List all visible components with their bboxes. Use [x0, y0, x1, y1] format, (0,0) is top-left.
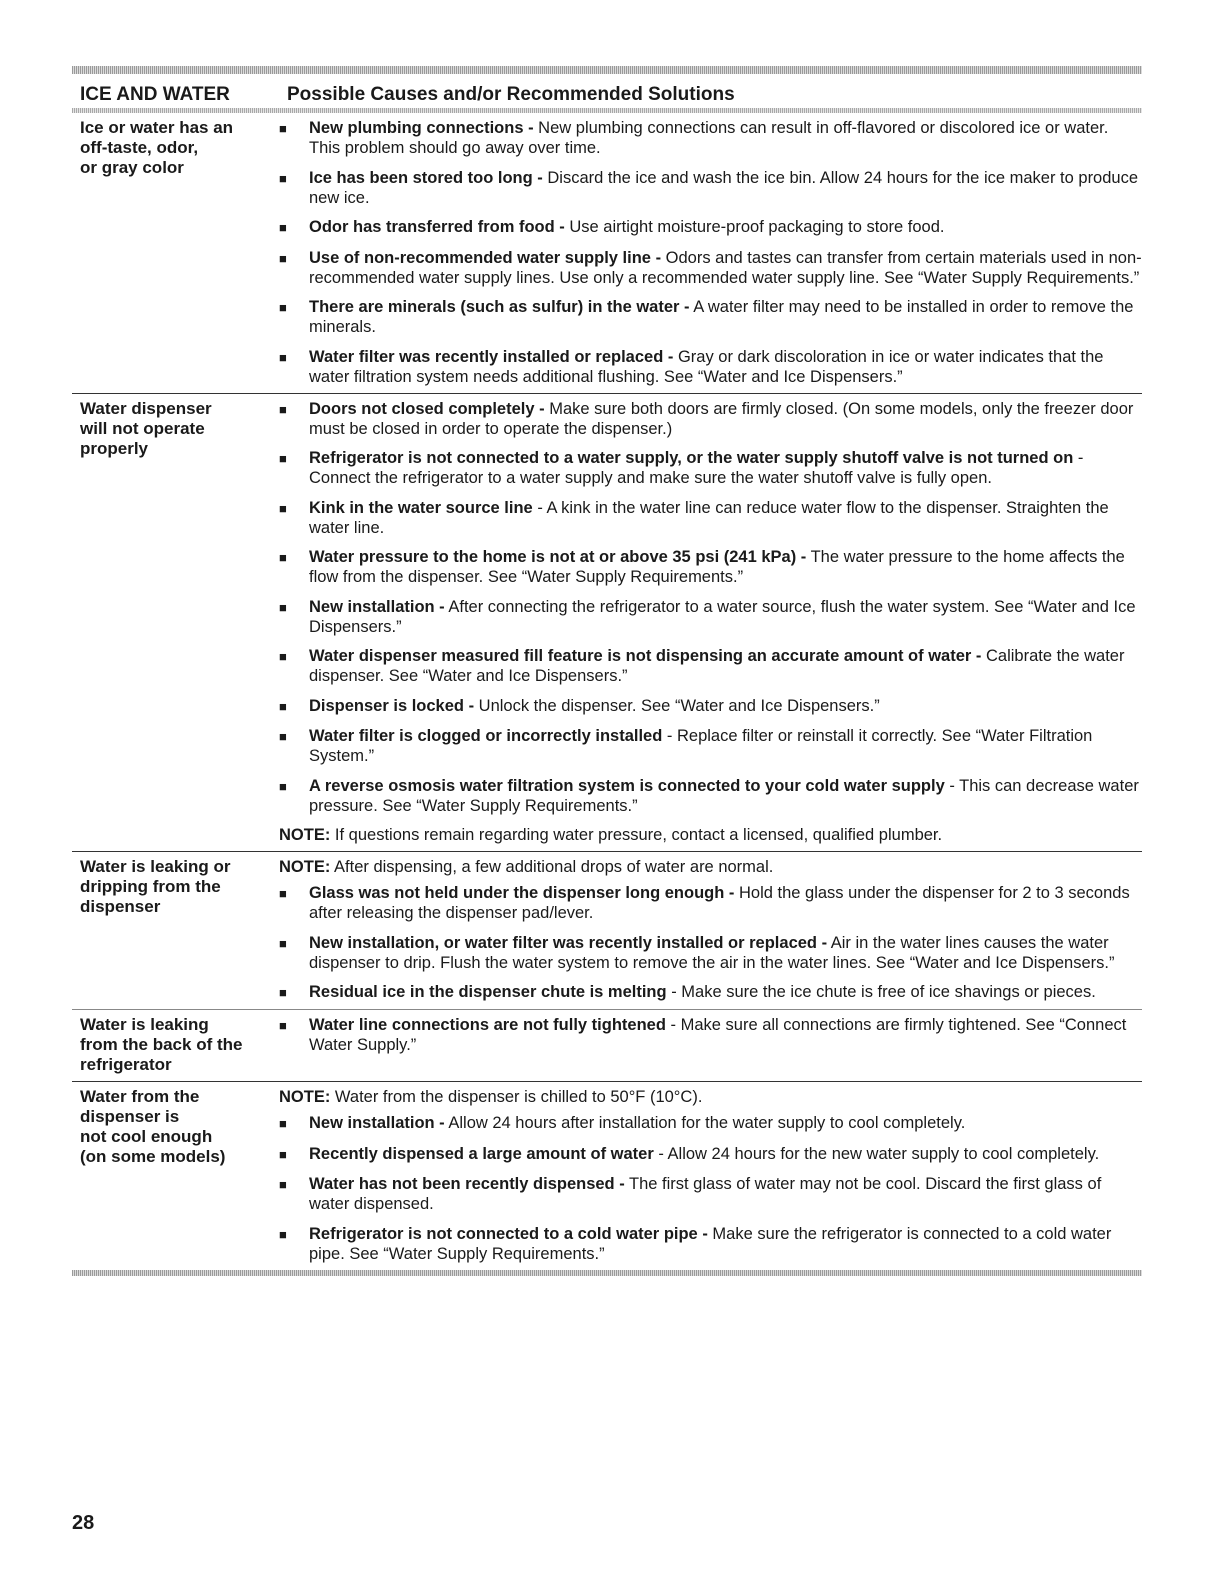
item-text	[309, 726, 1142, 766]
item-text	[309, 168, 1142, 208]
table-body	[72, 113, 1142, 1270]
item-solution: - Allow 24 hours for the new water supply to cool completely.	[653, 1144, 1100, 1163]
item-solution: Discard the ice and wash the ice bin. Allow 24 hours for the ice maker to produce new ice.	[309, 168, 1139, 207]
item-solution: Allow 24 hours after installation for the water supply to cool completely.	[444, 1114, 966, 1132]
item-text	[309, 933, 1142, 973]
list-item	[279, 347, 1142, 387]
item-cause: Water filter was recently installed or replaced -	[309, 347, 674, 366]
item-solution: - Make sure all connections are firmly tightened. See “Connect Water Supply.”	[309, 1016, 1127, 1054]
item-text	[309, 399, 1142, 439]
problem-cell: Water is leaking or dripping from the dispenser	[80, 857, 231, 916]
bullet-icon: ■	[279, 121, 287, 136]
item-cause: There are minerals (such as sulfur) in the water -	[309, 298, 690, 316]
item-solution: The first glass of water may not be cool. Discard the first glass of water dispensed.	[309, 1175, 1102, 1213]
list-item	[279, 696, 1142, 717]
item-cause: Water pressure to the home is not at or above 35 psi (241 kPa) -	[309, 548, 807, 566]
item-cause: Recently dispensed a large amount of water	[309, 1144, 654, 1163]
item-solution: Hold the glass under the dispenser for 2 to 3 seconds after releasing the dispenser pad/lever.	[309, 884, 1130, 922]
list-item	[279, 248, 1142, 288]
item-text	[309, 347, 1142, 387]
item-text	[309, 1144, 1142, 1165]
item-cause: Refrigerator is not connected to a cold water pipe -	[309, 1224, 708, 1243]
item-solution: - Connect the refrigerator to a water supply and make sure the water shutoff valve is fully open.	[309, 449, 1084, 487]
bullet-icon: ■	[279, 985, 287, 1000]
item-solution: After connecting the refrigerator to a water source, flush the water system. See “Water and Ice Dispensers.”	[309, 597, 1136, 636]
item-text	[309, 1224, 1142, 1264]
solutions-cell	[279, 1087, 1142, 1264]
item-text	[309, 597, 1142, 637]
item-cause: New plumbing connections -	[309, 119, 534, 137]
list-item	[279, 646, 1142, 686]
item-cause: Residual ice in the dispenser chute is melting	[309, 983, 667, 1001]
bullet-icon: ■	[279, 170, 287, 186]
item-solution: New plumbing connections can result in off-flavored or discolored ice or water. This problem should go away over time.	[309, 119, 1109, 157]
note	[279, 825, 1142, 845]
bullet-icon: ■	[279, 1146, 287, 1162]
item-text	[309, 776, 1142, 816]
item-cause: Kink in the water source line	[309, 498, 533, 517]
bullet-icon: ■	[279, 349, 287, 365]
item-solution: - Make sure the ice chute is free of ice shavings or pieces.	[666, 983, 1096, 1001]
item-text	[309, 883, 1142, 923]
item-solution: Make sure the refrigerator is connected to a cold water pipe. See “Water Supply Requirements.”	[309, 1224, 1112, 1263]
bullet-icon: ■	[279, 1018, 287, 1033]
list-item	[279, 883, 1142, 923]
top-rule	[72, 66, 1142, 74]
item-solution: - A kink in the water line can reduce water flow to the dispenser. Straighten the water line.	[309, 498, 1109, 537]
problem-cell: Water is leaking from the back of the refrigerator	[80, 1015, 243, 1074]
item-cause: New installation -	[309, 597, 445, 616]
item-solution: Unlock the dispenser. See “Water and Ice Dispensers.”	[474, 696, 880, 715]
item-solution: - Replace filter or reinstall it correctly. See “Water Filtration System.”	[309, 727, 1093, 765]
problem-cell: Ice or water has an off-taste, odor, or gray color	[80, 118, 234, 177]
item-text	[309, 1113, 1142, 1134]
table-row	[72, 1010, 1142, 1082]
page-number: 28	[72, 1512, 95, 1534]
list-item	[279, 726, 1142, 766]
bullet-icon: ■	[279, 220, 287, 235]
bullet-icon: ■	[279, 1177, 287, 1192]
list-item	[279, 982, 1142, 1003]
list-item	[279, 448, 1142, 488]
problem-cell: Water dispenser will not operate properly	[80, 398, 212, 458]
note-text: After dispensing, a few additional drops of water are normal.	[330, 858, 774, 876]
bullet-icon: ■	[279, 599, 287, 615]
bullet-icon: ■	[279, 886, 287, 901]
bullet-icon: ■	[279, 401, 287, 417]
item-text	[309, 1015, 1142, 1055]
bullet-icon: ■	[279, 500, 287, 516]
bullet-icon: ■	[279, 729, 287, 744]
item-cause: Water dispenser measured fill feature is not dispensing an accurate amount of water -	[309, 647, 982, 665]
item-solution: Use airtight moisture-proof packaging to store food.	[564, 218, 945, 236]
item-solution: Gray or dark discoloration in ice or water indicates that the water filtration system needs additional flushing. See “Water and Ice Dispensers.”	[309, 347, 1104, 386]
list-item	[279, 1174, 1142, 1214]
table-row	[72, 852, 1142, 1010]
table-row	[72, 113, 1142, 394]
list-item	[279, 498, 1142, 538]
table-row	[72, 394, 1142, 853]
list-item	[279, 1015, 1142, 1055]
problem-cell: Water from the dispenser is not cool enough (on some models)	[80, 1087, 226, 1166]
note-text: Water from the dispenser is chilled to 50°F (10°C).	[330, 1088, 703, 1106]
list-item	[279, 399, 1142, 439]
item-cause: Water filter is clogged or incorrectly installed	[309, 727, 663, 745]
solutions-cell	[279, 857, 1142, 1003]
troubleshooting-table	[72, 66, 1142, 1276]
bullet-icon: ■	[279, 250, 287, 266]
list-item	[279, 1113, 1142, 1134]
bullet-icon: ■	[279, 451, 287, 466]
item-cause: Water has not been recently dispensed -	[309, 1175, 625, 1193]
item-text	[309, 696, 1142, 717]
bullet-icon: ■	[279, 935, 287, 951]
item-text	[309, 498, 1142, 538]
bullet-icon: ■	[279, 698, 287, 714]
item-cause: Dispenser is locked -	[309, 696, 475, 715]
table-row	[72, 1082, 1142, 1270]
item-solution: A water filter may need to be installed in order to remove the minerals.	[309, 298, 1134, 336]
item-solution: Make sure both doors are firmly closed. (On some models, only the freezer door must be closed in order to operate the dispenser.)	[309, 399, 1134, 438]
item-cause: Refrigerator is not connected to a water supply, or the water supply shutoff valve is not turned on	[309, 449, 1074, 467]
item-cause: New installation, or water filter was recently installed or replaced -	[309, 933, 828, 952]
note-label: NOTE:	[279, 1088, 331, 1106]
item-cause: New installation -	[309, 1114, 445, 1132]
list-item	[279, 1224, 1142, 1264]
header-solutions: Possible Causes and/or Recommended Solutions	[287, 84, 735, 105]
item-solution: The water pressure to the home affects the flow from the dispenser. See “Water Supply Requirements.”	[309, 548, 1125, 586]
table-header	[72, 74, 1142, 108]
item-cause: Doors not closed completely -	[309, 399, 545, 418]
item-text	[309, 547, 1142, 587]
list-item	[279, 297, 1142, 337]
solutions-cell	[279, 118, 1142, 387]
item-solution: Calibrate the water dispenser. See “Water and Ice Dispensers.”	[309, 647, 1125, 685]
item-solution: Air in the water lines causes the water dispenser to drip. Flush the water system to remove the air in the water lines. See “Water and Ice Dispensers.”	[309, 933, 1115, 972]
solutions-cell	[279, 1015, 1142, 1075]
list-item	[279, 217, 1142, 238]
bullet-icon: ■	[279, 550, 287, 565]
list-item	[279, 168, 1142, 208]
bullet-icon: ■	[279, 1226, 287, 1242]
item-text	[309, 448, 1142, 488]
list-item	[279, 776, 1142, 816]
header-category: ICE AND WATER	[80, 84, 230, 105]
item-cause: Water line connections are not fully tightened	[309, 1016, 666, 1034]
note	[279, 1087, 1142, 1107]
item-text	[309, 248, 1142, 288]
item-text	[309, 217, 1142, 238]
item-text	[309, 982, 1142, 1003]
note-text: If questions remain regarding water pressure, contact a licensed, qualified plumber.	[330, 826, 943, 844]
bullet-icon: ■	[279, 300, 287, 315]
item-cause: Odor has transferred from food -	[309, 218, 565, 236]
item-text	[309, 297, 1142, 337]
bottom-rule	[72, 1270, 1142, 1276]
list-item	[279, 1144, 1142, 1165]
note-label: NOTE:	[279, 826, 331, 844]
bullet-icon: ■	[279, 1116, 287, 1131]
item-text	[309, 646, 1142, 686]
item-cause: Ice has been stored too long -	[309, 168, 543, 187]
item-solution: Odors and tastes can transfer from certain materials used in non-recommended water supply lines. Use only a recommended water supply line. See “Water Supply Requirements.”	[309, 248, 1142, 287]
note	[279, 857, 1142, 877]
list-item	[279, 597, 1142, 637]
solutions-cell	[279, 399, 1142, 846]
note-label: NOTE:	[279, 858, 331, 876]
item-cause: A reverse osmosis water filtration system is connected to your cold water supply	[309, 776, 945, 795]
item-text	[309, 118, 1142, 158]
item-cause: Use of non-recommended water supply line -	[309, 248, 662, 267]
item-text	[309, 1174, 1142, 1214]
bullet-icon: ■	[279, 778, 287, 794]
item-solution: - This can decrease water pressure. See “Water Supply Requirements.”	[309, 776, 1139, 815]
list-item	[279, 118, 1142, 158]
list-item	[279, 547, 1142, 587]
item-cause: Glass was not held under the dispenser long enough -	[309, 884, 735, 902]
list-item	[279, 933, 1142, 973]
bullet-icon: ■	[279, 649, 287, 664]
